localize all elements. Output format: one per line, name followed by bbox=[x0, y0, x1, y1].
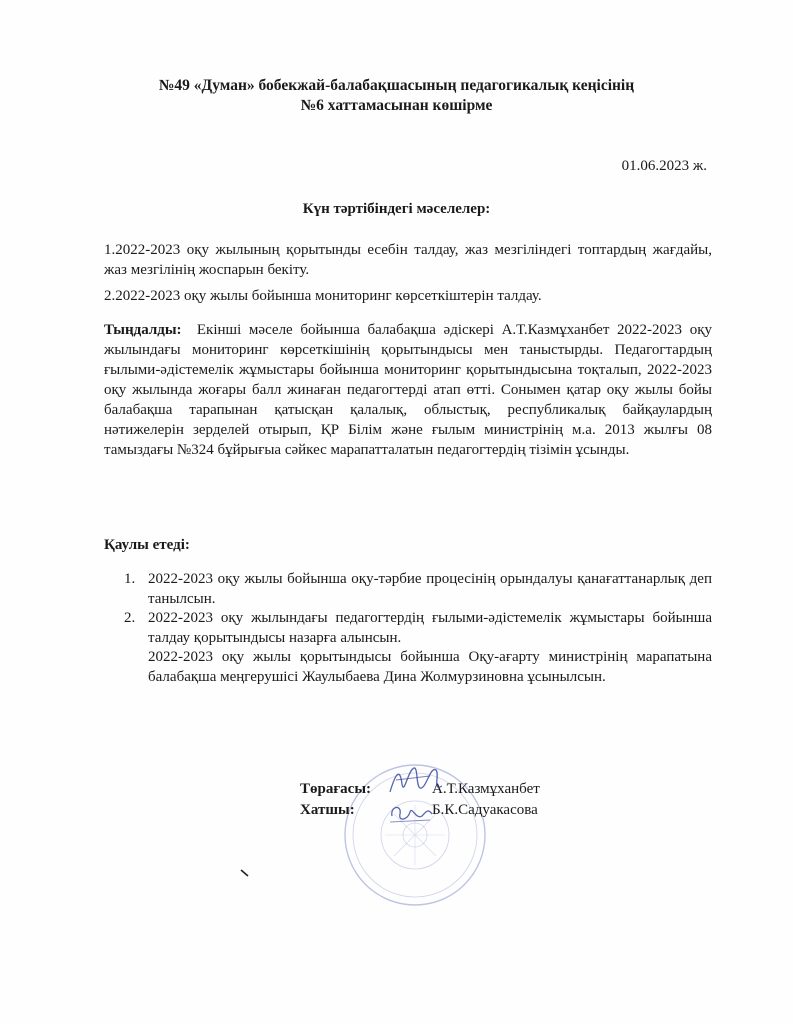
document-title-line1: №49 «Думан» бобекжай-балабақшасының педагогикалық кеңісінің bbox=[158, 77, 635, 94]
chair-name: А.Т.Казмұханбет bbox=[432, 781, 540, 797]
secretary-name: Б.К.Садуакасова bbox=[432, 802, 538, 818]
agenda-item-1: 1.2022-2023 оқу жылының қорытынды есебін талдау, жаз мезгіліндегі топтардың жағдайы, жаз мезгілінің жоспарын бекіту. bbox=[104, 242, 712, 278]
document-title-line2: №6 хаттамасынан көшірме bbox=[300, 97, 493, 114]
agenda-item-2: 2.2022-2023 оқу жылы бойынша мониторинг көрсеткіштерін талдау. bbox=[104, 288, 542, 304]
resolution-number: 1. bbox=[124, 571, 136, 587]
resolution-item bbox=[104, 609, 712, 687]
heard-text: Екінші мәселе бойынша балабақша әдіскері А.Т.Казмұханбет 2022-2023 оқу жылындағы мониторинг көрсеткішінің қорытындысы мен таныстырды. Педагогтардың ғылыми-әдістемелік жұмыстары бойынша мониторинг қорытындысына тоқталып, 2022-2023 оқу жылында жоғары балл жинаған педагогтерді атап өтті. Сонымен қатар оқу жылы бойы балабақша тарапынан қатысқан қалалық, облыстық, республикалық байқаулардың нәтижелерін зерделей отырып, ҚР Білім және ғылым министрінің м.а. 2013 жылғы 08 тамыздағы №324 бұйрығыа сәйкес марапатталатын педагогтердің тізімін ұсынды. bbox=[104, 322, 712, 458]
resolution-item bbox=[104, 570, 712, 609]
resolution-extra-text: 2022-2023 оқу жылы қорытындысы бойынша Оқу-ағарту министрінің марапатына балабақша меңгерушісі Жаулыбаева Дина Жолмурзиновна ұсынылсын. bbox=[148, 649, 712, 685]
resolution-text: 2022-2023 оқу жылы бойынша оқу-тәрбие процесінің орындалуы қанағаттанарлық деп танылсын. bbox=[148, 571, 712, 607]
chair-handwritten-signature bbox=[386, 762, 446, 800]
secretary-role: Хатшы: bbox=[300, 802, 355, 818]
agenda-heading: Күн тәртібіндегі мәселелер: bbox=[302, 201, 491, 217]
document-date: 01.06.2023 ж. bbox=[621, 158, 707, 174]
heard-section bbox=[104, 320, 712, 460]
heard-label: Тыңдалды: bbox=[104, 322, 182, 338]
secretary-handwritten-signature bbox=[386, 798, 436, 828]
ink-speck bbox=[240, 868, 250, 878]
resolution-text: 2022-2023 оқу жылындағы педагогтердің ғылыми-әдістемелік жұмыстары бойынша талдау қорытындысы назарға алынсын. bbox=[148, 610, 712, 646]
resolutions-list bbox=[104, 570, 712, 687]
chair-role: Төрағасы: bbox=[300, 781, 372, 797]
resolution-number: 2. bbox=[124, 610, 136, 626]
resolved-heading: Қаулы етеді: bbox=[104, 537, 190, 553]
